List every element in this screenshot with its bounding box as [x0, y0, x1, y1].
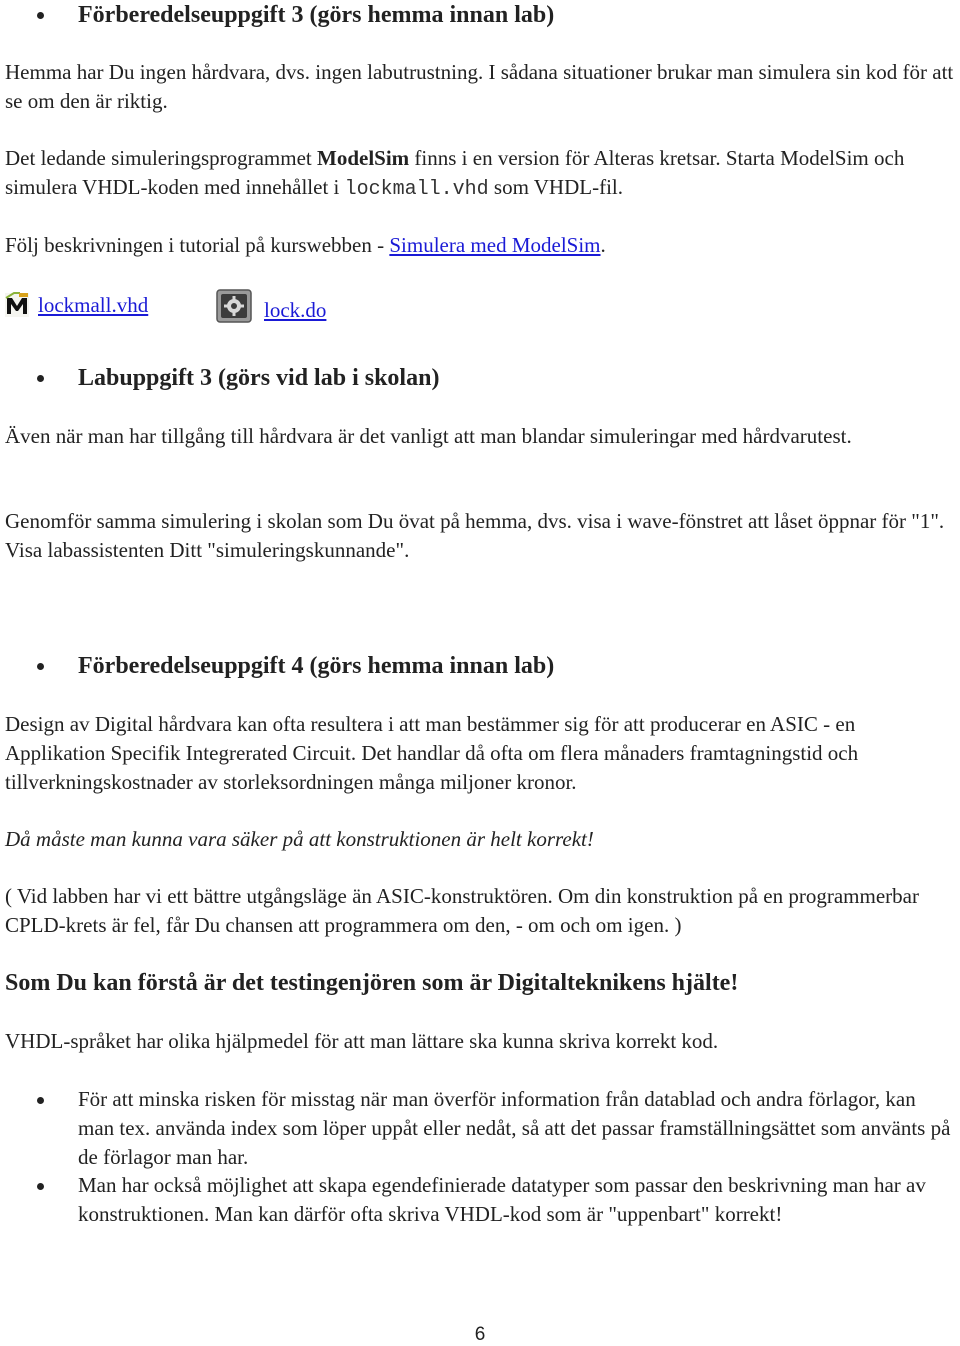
paragraph-cpld: ( Vid labben har vi ett bättre utgångsläge än ASIC-konstruktören. Om din konstruktion på en programmerbar CPLD-krets är fel, får Du chansen att programmera om den, - om och om igen. ): [5, 884, 919, 937]
text: Det ledande simuleringsprogrammet: [5, 146, 317, 170]
paragraph: Även när man har tillgång till hårdvara är det vanligt att man blandar simuleringar med hårdvarutest.: [5, 424, 852, 448]
list-item-text: För att minska risken för misstag när man överför information från datablad och andra förlagor, kan man tex. använda index som löper uppåt eller nedåt, så att det passar framställningsättet som använts på de förlagor man har.: [78, 1087, 951, 1169]
tutorial-link[interactable]: Simulera med ModelSim: [389, 233, 601, 257]
text: finns i en version för Alteras kretsar. Starta ModelSim och simulera VHDL-koden med innehållet i: [5, 146, 905, 199]
paragraph-asic: Design av Digital hårdvara kan ofta resultera i att man bestämmer sig för att producerar en ASIC - en Applikation Specifik Integrerated Circuit. Det handlar då ofta om flera månaders framtagningstid och tillverkningskostnader av storleksordningen många miljoner kronor.: [5, 712, 859, 794]
paragraph: Hemma har Du ingen hårdvara, dvs. ingen labutrustning. I sådana situationer brukar man simulera sin kod för att se om den är riktig.: [5, 60, 954, 113]
bold-statement: Som Du kan förstå är det testingenjören som är Digitalteknikens hjälte!: [5, 970, 739, 996]
bullet-icon: [0, 651, 78, 681]
bullet-icon: [0, 1085, 78, 1172]
list-item: [0, 1085, 956, 1172]
code-filename: lockmall.vhd: [344, 178, 489, 201]
section-heading-prep3: [0, 0, 956, 30]
bold-text: ModelSim: [317, 146, 410, 170]
page-number: 6: [474, 1324, 486, 1345]
text: Följ beskrivningen i tutorial på kurswebben -: [5, 233, 390, 257]
file-lock-do[interactable]: [216, 289, 326, 323]
heading-text: Labuppgift 3 (görs vid lab i skolan): [78, 365, 440, 391]
bullet-icon: [0, 1171, 78, 1229]
text: som VHDL-fil.: [488, 175, 623, 199]
section-heading-lab3: [0, 363, 956, 393]
list-item: [0, 1171, 956, 1229]
heading-text: Förberedelseuppgift 3 (görs hemma innan lab): [78, 2, 555, 28]
file-lockmall[interactable]: [4, 292, 148, 318]
bullet-icon: [0, 0, 78, 30]
paragraph: VHDL-språket har olika hjälpmedel för att man lättare ska kunna skriva korrekt kod.: [5, 1029, 719, 1053]
file-link-lock-do[interactable]: lock.do: [264, 298, 327, 322]
bullet-icon: [0, 363, 78, 393]
list-item-text: Man har också möjlighet att skapa egendefinierade datatyper som passar den beskrivning man har av konstruktionen. Man kan därför ofta skriva VHDL-kod som är "uppenbart" korrekt!: [78, 1173, 926, 1226]
paragraph-modelsim: [5, 144, 956, 204]
file-link-lockmall[interactable]: lockmall.vhd: [38, 293, 149, 317]
do-script-icon[interactable]: [216, 289, 252, 323]
paragraph-italic: Då måste man kunna vara säker på att konstruktionen är helt korrekt!: [5, 827, 594, 851]
paragraph-tutorial: [5, 231, 956, 260]
text: .: [600, 233, 606, 257]
modelsim-m-icon[interactable]: [4, 292, 30, 318]
paragraph: Genomför samma simulering i skolan som Du övat på hemma, dvs. visa i wave-fönstret att låset öppnar för "1". Visa labassistenten Ditt "simuleringskunnande".: [5, 509, 945, 562]
heading-text: Förberedelseuppgift 4 (görs hemma innan lab): [78, 653, 555, 679]
section-heading-prep4: [0, 651, 956, 681]
